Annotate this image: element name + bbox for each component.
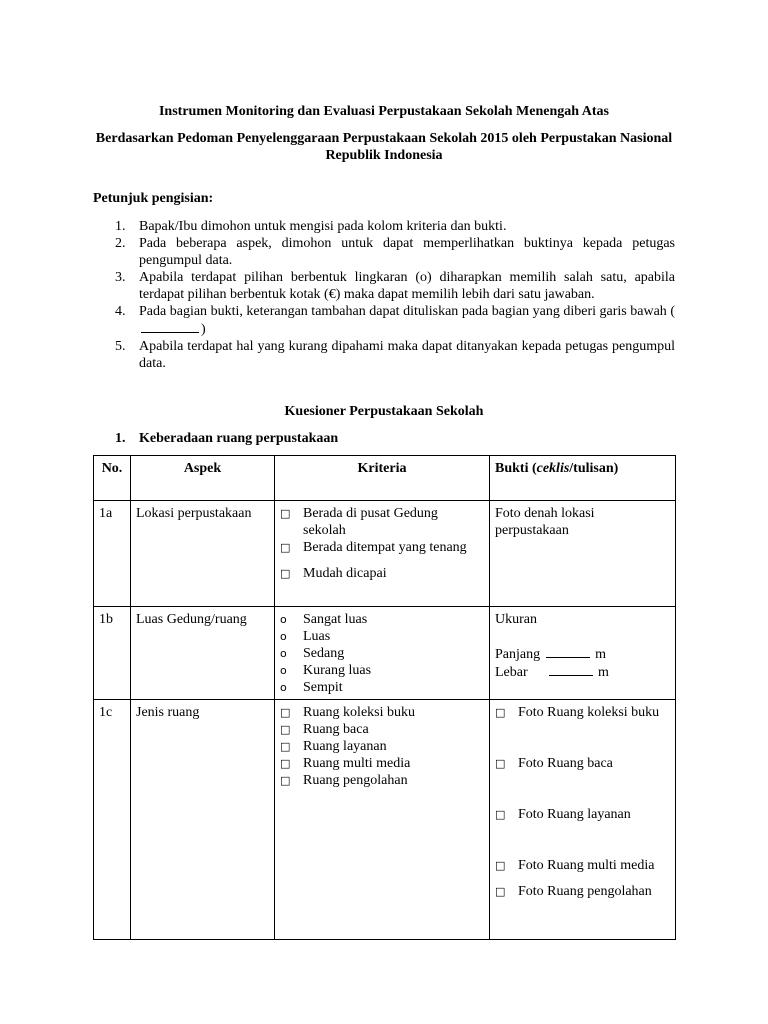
checkbox-icon: □ xyxy=(495,706,506,719)
table-header-row xyxy=(94,456,676,501)
underline-blank xyxy=(141,320,199,333)
row-number: 1c xyxy=(94,700,131,940)
underline-blank xyxy=(546,645,590,658)
instruction-item: 3. Apabila terdapat pilihan berbentuk lingkaran (o) diharapkan memilih salah satu, apabila terdapat pilihan berbentuk kotak (€) maka dapat memilih lebih dari satu jawaban. xyxy=(115,270,675,302)
row-bukti xyxy=(490,607,676,700)
row-number: 1b xyxy=(94,607,131,700)
header-aspek: Aspek xyxy=(131,456,275,501)
checkbox-icon: □ xyxy=(495,808,506,821)
instruction-text: Pada beberapa aspek, dimohon untuk dapat memperlihatkan buktinya kepada petugas pengumpul data. xyxy=(139,236,675,268)
instruction-text: Apabila terdapat hal yang kurang dipahami maka dapat ditanyakan kepada petugas pengumpul data. xyxy=(139,339,675,371)
radio-option[interactable]: o Kurang luas xyxy=(280,663,372,678)
document-title: Instrumen Monitoring dan Evaluasi Perpustakaan Sekolah Menengah Atas xyxy=(158,104,610,119)
row-kriteria xyxy=(275,607,490,700)
radio-icon: o xyxy=(280,681,287,694)
row-aspek: Luas Gedung/ruang xyxy=(131,607,275,700)
checkbox-icon: □ xyxy=(280,774,291,787)
radio-icon: o xyxy=(280,647,287,660)
checkbox-icon: □ xyxy=(280,757,291,770)
checkbox-option[interactable]: □ Berada ditempat yang tenang xyxy=(280,540,467,555)
row-aspek: Jenis ruang xyxy=(131,700,275,940)
lebar-field[interactable]: Lebar m xyxy=(495,665,609,680)
radio-option[interactable]: o Sempit xyxy=(280,680,343,695)
instruction-item: 2. Pada beberapa aspek, dimohon untuk dapat memperlihatkan buktinya kepada petugas pengumpul data. xyxy=(115,236,675,268)
instructions-heading: Petunjuk pengisian: xyxy=(93,191,214,206)
checkbox-option[interactable]: □ Ruang baca xyxy=(280,722,369,737)
checkbox-icon: □ xyxy=(280,541,291,554)
panjang-field[interactable]: Panjang m xyxy=(495,647,606,662)
checkbox-option[interactable]: □ Ruang koleksi buku xyxy=(280,705,415,720)
checkbox-option[interactable]: □ Foto Ruang pengolahan xyxy=(495,884,652,899)
header-no: No. xyxy=(94,456,131,501)
questionnaire-table xyxy=(93,455,676,940)
radio-option[interactable]: o Luas xyxy=(280,629,331,644)
checkbox-option[interactable]: □ Foto Ruang baca xyxy=(495,756,613,771)
header-kriteria: Kriteria xyxy=(275,456,490,501)
radio-option[interactable]: o Sedang xyxy=(280,646,345,661)
row-kriteria xyxy=(275,501,490,607)
instruction-item: 1. Bapak/Ibu dimohon untuk mengisi pada kolom kriteria dan bukti. xyxy=(115,219,507,234)
checkbox-option[interactable]: □ Foto Ruang multi media xyxy=(495,858,655,873)
checkbox-option[interactable]: □ Foto Ruang koleksi buku xyxy=(495,705,660,720)
table-row xyxy=(94,700,676,940)
checkbox-icon: □ xyxy=(280,507,291,520)
checkbox-option[interactable]: □ Ruang multi media xyxy=(280,756,411,771)
row-bukti: Foto denah lokasi perpustakaan xyxy=(490,501,676,607)
checkbox-icon: □ xyxy=(280,740,291,753)
checkbox-option[interactable]: □ Mudah dicapai xyxy=(280,566,387,581)
checkbox-option[interactable]: □ Ruang pengolahan xyxy=(280,773,408,788)
checkbox-option[interactable]: □ Berada di pusat Gedung sekolah xyxy=(280,506,438,538)
checkbox-option[interactable]: □ Foto Ruang layanan xyxy=(495,807,631,822)
checkbox-icon: □ xyxy=(280,567,291,580)
document-subtitle: Berdasarkan Pedoman Penyelenggaraan Perpustakaan Sekolah 2015 oleh Perpustakan Nasional Republik Indonesia xyxy=(95,131,673,163)
checkbox-icon: □ xyxy=(280,706,291,719)
instruction-text: Bapak/Ibu dimohon untuk mengisi pada kolom kriteria dan bukti. xyxy=(139,219,507,234)
section-heading: 1. Keberadaan ruang perpustakaan xyxy=(115,431,339,446)
row-number: 1a xyxy=(94,501,131,607)
row-bukti xyxy=(490,700,676,940)
instruction-item: 5. Apabila terdapat hal yang kurang dipahami maka dapat ditanyakan kepada petugas pengumpul data. xyxy=(115,339,675,371)
header-bukti: Bukti (ceklis/tulisan) xyxy=(490,456,676,501)
radio-icon: o xyxy=(280,630,287,643)
ukuran-label: Ukuran xyxy=(495,612,537,627)
checkbox-icon: □ xyxy=(495,885,506,898)
table-row xyxy=(94,607,676,700)
radio-option[interactable]: o Sangat luas xyxy=(280,612,368,627)
checkbox-icon: □ xyxy=(495,757,506,770)
questionnaire-heading: Kuesioner Perpustakaan Sekolah xyxy=(284,404,484,419)
checkbox-option[interactable]: □ Ruang layanan xyxy=(280,739,387,754)
checkbox-icon: □ xyxy=(280,723,291,736)
row-kriteria xyxy=(275,700,490,940)
instruction-text: Apabila terdapat pilihan berbentuk lingkaran (o) diharapkan memilih salah satu, apabila terdapat pilihan berbentuk kotak (€) maka dapat memilih lebih dari satu jawaban. xyxy=(139,270,675,302)
row-aspek: Lokasi perpustakaan xyxy=(131,501,275,607)
underline-blank xyxy=(549,663,593,676)
radio-icon: o xyxy=(280,613,287,626)
radio-icon: o xyxy=(280,664,287,677)
table-row xyxy=(94,501,676,607)
instruction-item: 4. Pada bagian bukti, keterangan tambahan dapat dituliskan pada bagian yang diberi garis bawah () xyxy=(115,304,675,337)
checkbox-icon: □ xyxy=(495,859,506,872)
instruction-text: Pada bagian bukti, keterangan tambahan dapat dituliskan pada bagian yang diberi garis bawah ( xyxy=(139,304,675,319)
instructions-list xyxy=(93,218,675,372)
